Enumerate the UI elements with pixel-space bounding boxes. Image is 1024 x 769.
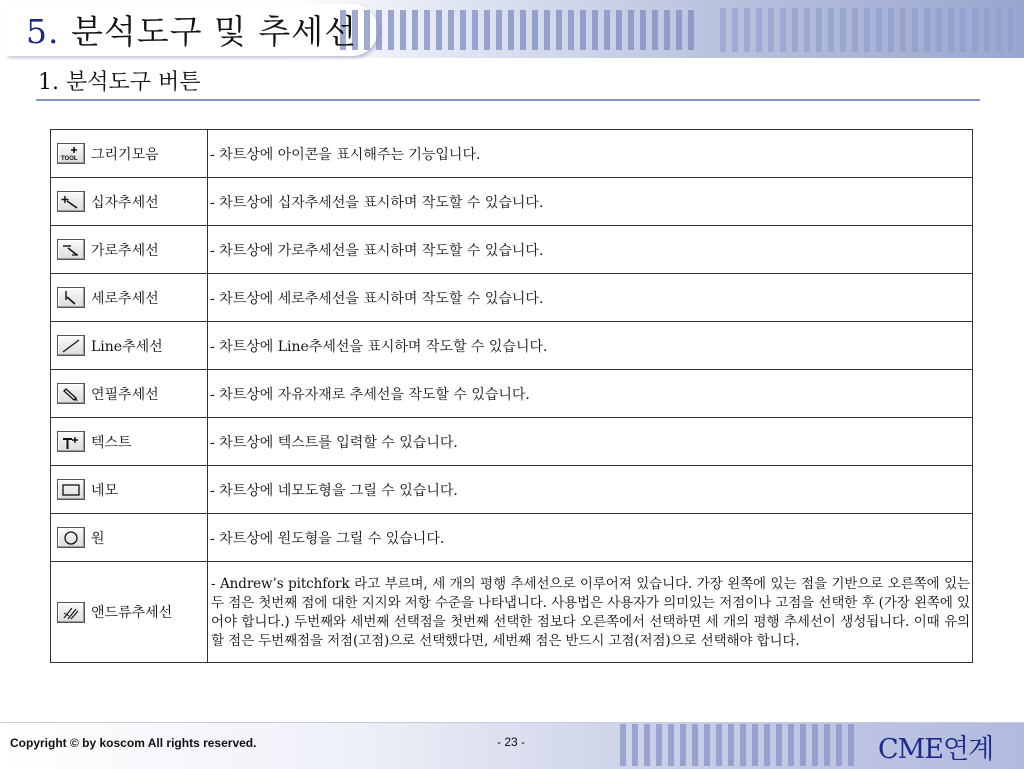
circle-icon[interactable] [57, 527, 85, 548]
tool-name: 네모 [91, 482, 119, 499]
table-row [51, 562, 973, 663]
table-row [51, 514, 973, 562]
tool-name: 그리기모음 [91, 146, 159, 163]
tool-description: - 차트상에 텍스트를 입력할 수 있습니다. [210, 434, 458, 451]
copyright-text: Copyright © by koscom All rights reserved. [10, 736, 257, 750]
tool-name: 앤드류추세선 [91, 605, 173, 621]
table-row [51, 226, 973, 274]
crosshair-trendline-icon[interactable] [57, 191, 85, 212]
tool-description: - 차트상에 가로추세선을 표시하며 작도할 수 있습니다. [210, 242, 544, 259]
table-row [51, 370, 973, 418]
horizontal-trendline-icon[interactable] [57, 239, 85, 260]
tool-description: - 차트상에 십자추세선을 표시하며 작도할 수 있습니다. [210, 194, 544, 211]
table-row [51, 466, 973, 514]
header-decor-stripes [720, 8, 1014, 52]
table-row [51, 322, 973, 370]
tool-description: - 차트상에 자유자재로 추세선을 작도할 수 있습니다. [210, 386, 530, 403]
brand-logo: CME연계 [878, 734, 994, 765]
tool-name: 텍스트 [91, 434, 132, 451]
tool-name: Line추세선 [91, 338, 163, 355]
header-decor-stripes-left [340, 10, 694, 50]
rectangle-icon[interactable] [57, 479, 85, 500]
tool-table [50, 129, 973, 663]
section-subtitle: 1. 분석도구 버튼 [38, 70, 201, 95]
tool-description: - Andrew’s pitchfork 라고 부르며, 세 개의 평행 추세선으로 이루어져 있습니다. 가장 왼쪽에 있는 점을 기반으로 오른쪽에 있는 두 점은 첫번째 점에 대한 지지와 저항 수준을 나타냅니다. 사용법은 사용자가 의미있는 저점이나 고점을 선택한 후 (가장 왼쪽에 있어야 합니다.) 두번째와 세번째 선택점을 첫번째 선택한 점보다 오른쪽에서 선택하면 세 개의 평행 추세선이 생성됩니다. 이때 유의할 점은 두번째점을 저점(고점)으로 선택했다면, 세번째 점은 반드시 고점(저점)으로 선택해야 합니다. [211, 575, 970, 649]
tool-name: 세로추세선 [91, 290, 159, 307]
tool-name: 가로추세선 [91, 242, 159, 259]
vertical-trendline-icon[interactable] [57, 287, 85, 308]
tool-name: 연필추세선 [91, 386, 159, 403]
pencil-icon[interactable] [57, 383, 85, 404]
tool-name: 십자추세선 [91, 194, 159, 211]
tool-description: - 차트상에 세로추세선을 표시하며 작도할 수 있습니다. [210, 290, 544, 307]
tool-description: - 차트상에 Line추세선을 표시하며 작도할 수 있습니다. [210, 338, 548, 355]
slide-title [26, 10, 357, 54]
tool-description: - 차트상에 아이콘을 표시해주는 기능입니다. [210, 146, 481, 163]
tool-name: 원 [91, 530, 105, 547]
tool-description: - 차트상에 네모도형을 그릴 수 있습니다. [210, 482, 458, 499]
slide-title-text: 분석도구 및 추세선 [71, 12, 358, 51]
table-row [51, 418, 973, 466]
page-number: - 23 - [497, 735, 526, 749]
text-icon[interactable] [57, 431, 85, 452]
table-row [51, 130, 973, 178]
subtitle-divider [36, 99, 980, 101]
slide-title-number: 5. [26, 12, 60, 51]
slide-header [0, 0, 1024, 62]
table-row [51, 178, 973, 226]
tool-description: - 차트상에 원도형을 그릴 수 있습니다. [210, 530, 445, 547]
tool-icon[interactable] [57, 143, 85, 164]
slide-footer [0, 722, 1024, 768]
pitchfork-icon[interactable] [57, 602, 85, 623]
footer-decor-stripes [620, 724, 854, 766]
svg-text:TOOL: TOOL [61, 155, 78, 162]
line-icon[interactable] [57, 335, 85, 356]
table-row [51, 274, 973, 322]
